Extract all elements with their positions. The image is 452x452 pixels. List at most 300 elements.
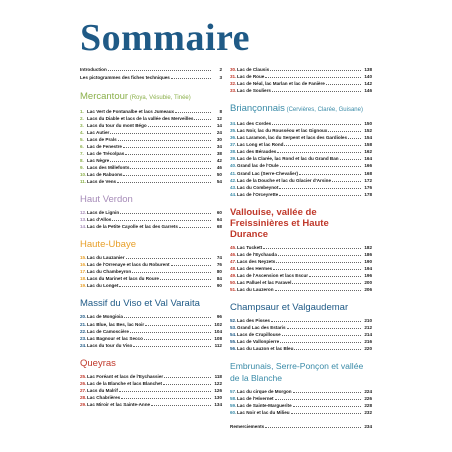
toc-entry[interactable] [80, 74, 222, 82]
entry-number: 11. [80, 179, 87, 185]
dot-leader [194, 115, 211, 120]
toc-entry[interactable] [230, 177, 372, 184]
entry-label: Lac de Sainte-Marguerite [237, 403, 292, 409]
section-title: Haut Verdon [80, 194, 133, 206]
dot-leader [118, 136, 211, 141]
entry-page: 42 [216, 157, 222, 163]
entry-page: 158 [364, 142, 372, 148]
dot-leader [284, 141, 361, 146]
dot-leader [164, 373, 211, 378]
entry-page: 226 [364, 396, 372, 402]
dot-leader [175, 108, 211, 113]
entry-page: 80 [216, 269, 222, 275]
entry-number: 1. [80, 108, 84, 114]
entry-page: 90 [216, 283, 222, 289]
entry-page: 38 [216, 150, 222, 156]
entry-number: 36. [230, 135, 237, 141]
entry-page: 118 [214, 373, 222, 379]
entry-page: 172 [364, 177, 372, 183]
entry-label: Lac Chabrières [87, 394, 121, 400]
entry-page: 232 [364, 410, 372, 416]
entry-number: 20. [80, 314, 87, 320]
toc-entry[interactable] [80, 268, 222, 275]
entry-number: 57. [230, 389, 237, 395]
entry-page: 96 [216, 314, 222, 320]
entry-label: Lac Noir et lac du Milieu [237, 410, 290, 416]
dot-leader [160, 275, 211, 280]
toc-entry[interactable] [80, 129, 222, 136]
toc-entry[interactable] [80, 143, 222, 150]
toc-section [80, 358, 222, 408]
toc-entry[interactable] [80, 223, 222, 230]
entry-number: 4. [80, 129, 84, 135]
toc-entry[interactable] [230, 395, 372, 402]
toc-entry[interactable] [80, 335, 222, 342]
entry-label: Lac Foréant et lacs de l'Eychassier [87, 373, 164, 379]
entry-page: 234 [364, 424, 372, 430]
entry-number: 32. [230, 81, 237, 87]
toc-entry[interactable] [230, 87, 372, 94]
toc-entry[interactable] [230, 80, 372, 87]
toc-entry[interactable] [80, 282, 222, 289]
toc-entry[interactable] [80, 321, 222, 328]
entry-page: 176 [364, 184, 372, 190]
toc-entry[interactable] [80, 150, 222, 157]
entry-number: 9. [80, 164, 84, 170]
toc-entry[interactable] [230, 170, 372, 177]
entry-page: 212 [364, 325, 372, 331]
section-title: Champsaur et Valgaudemar [230, 302, 349, 314]
toc-entry[interactable] [80, 313, 222, 320]
entry-label: Lac Nègre [87, 157, 110, 163]
toc-entry[interactable] [80, 171, 222, 178]
entry-page: 112 [214, 342, 222, 348]
toc-entry[interactable] [80, 136, 222, 143]
dot-leader [263, 244, 361, 249]
toc-entry[interactable] [230, 141, 372, 148]
entry-label: Lacs du tour du Viso [87, 342, 133, 348]
dot-leader [119, 387, 211, 392]
dot-leader [145, 321, 211, 326]
entry-number: 43. [230, 184, 237, 190]
dot-leader [293, 402, 361, 407]
entry-label: Grand Lac (Serre-Chevalier) [237, 170, 299, 176]
entry-page: 102 [214, 321, 222, 327]
dot-leader [265, 423, 361, 428]
toc-entry[interactable] [230, 345, 372, 352]
toc-entry[interactable] [230, 324, 372, 331]
dot-leader [133, 342, 211, 347]
entry-page: 168 [364, 170, 372, 176]
toc-entry[interactable] [80, 115, 222, 122]
entry-page: 14 [216, 122, 222, 128]
toc-entry[interactable] [80, 122, 222, 129]
dot-leader [299, 170, 361, 175]
entry-page: 190 [364, 258, 372, 264]
entry-page: 140 [364, 74, 372, 80]
toc-entry[interactable] [230, 120, 372, 127]
entry-label: Lacs du Diable et lacs de la vallée des Merveilles [87, 115, 194, 121]
entry-label: Lac de Vallonpierre [237, 339, 280, 345]
entry-number: 60. [230, 410, 237, 416]
toc-section [80, 194, 222, 230]
toc-entry[interactable] [230, 338, 372, 345]
entry-number: 59. [230, 403, 237, 409]
toc-column-left [80, 66, 222, 408]
dot-leader [272, 87, 361, 92]
toc-entry[interactable] [230, 134, 372, 141]
entry-label: Grand Lac des Estaris [237, 325, 286, 331]
toc-section [80, 298, 222, 348]
entry-page: 54 [216, 179, 222, 185]
toc-entry[interactable] [80, 254, 222, 261]
entry-number: 53. [230, 325, 237, 331]
toc-entry[interactable] [230, 258, 372, 265]
entry-page: 122 [214, 380, 222, 386]
section-heading [80, 239, 222, 250]
toc-entry[interactable] [230, 73, 372, 80]
entry-number: 15. [80, 255, 87, 261]
toc-entry[interactable] [80, 328, 222, 335]
entry-number: 55. [230, 339, 237, 345]
dot-leader [277, 148, 361, 153]
entry-page: 74 [216, 255, 222, 261]
toc-entry[interactable] [80, 178, 222, 185]
section-title: Massif du Viso et Val Varaita [80, 298, 200, 310]
entry-label: Lacs de Prals [87, 136, 117, 142]
entry-page: 162 [364, 149, 372, 155]
dot-leader [144, 335, 211, 340]
entry-page: 182 [364, 244, 372, 250]
entry-page: 142 [364, 81, 372, 87]
entry-label: Lacs du Malrif [87, 387, 118, 393]
toc-section [230, 66, 372, 94]
entry-page: 194 [364, 265, 372, 271]
toc-entry[interactable] [80, 342, 222, 349]
entry-number: 39. [230, 156, 237, 162]
section-heading [80, 91, 222, 104]
toc-entry[interactable] [230, 155, 372, 162]
dot-leader [171, 74, 211, 79]
entry-label: Lac de Mongioia [87, 314, 123, 320]
entry-number: 17. [80, 269, 87, 275]
entry-page: 68 [216, 224, 222, 230]
entry-label: Lac de Clausis [237, 67, 270, 72]
entry-label: Lac de l'Orrenaye et lacs du Roburent [87, 262, 170, 268]
toc-section [230, 302, 372, 352]
dot-leader [278, 251, 361, 256]
dot-leader [273, 265, 361, 270]
entry-page: 104 [214, 328, 222, 334]
entry-label: Lac de la Clarée, lac Rond et lac du Grand Ban [237, 156, 339, 162]
dot-leader [340, 155, 361, 160]
section-subtitle: (Cervières, Clarée, Guisane) [284, 107, 363, 114]
toc-entry[interactable] [230, 148, 372, 155]
dot-leader [151, 401, 211, 406]
dot-leader [163, 380, 211, 385]
entry-page: 186 [364, 251, 372, 257]
toc-entry[interactable] [230, 317, 372, 324]
toc-entry[interactable] [230, 191, 372, 198]
dot-leader [332, 177, 361, 182]
entry-label: Lacs des Millefonts [87, 164, 130, 170]
entry-label: Lacs de Vens [87, 179, 117, 185]
toc-entry[interactable] [230, 402, 372, 409]
toc-entry[interactable] [80, 275, 222, 282]
entry-label: Lac du Lauzanier [87, 255, 125, 261]
entry-label: Lac du Chambeyron [87, 269, 132, 275]
entry-number: 22. [80, 328, 87, 334]
entry-number: 31. [230, 74, 237, 80]
dot-leader [280, 162, 361, 167]
toc-entry[interactable] [230, 66, 372, 73]
entry-page: 220 [364, 346, 372, 352]
entry-page: 24 [216, 129, 222, 135]
entry-label: Lac de Rabuons [87, 172, 123, 178]
dot-leader [326, 80, 361, 85]
entry-number: 8. [80, 157, 84, 163]
entry-label: Lac de la Douche et lac du Glacier d'Arsine [237, 177, 332, 183]
entry-page: 138 [364, 67, 372, 72]
dot-leader [120, 209, 211, 214]
entry-page: 64 [216, 217, 222, 223]
dot-leader [279, 184, 361, 189]
dot-leader [272, 120, 361, 125]
toc-section [230, 361, 372, 416]
toc-section [230, 207, 372, 293]
entry-page: 2 [219, 67, 222, 72]
dot-leader [126, 254, 211, 259]
dot-leader [328, 127, 361, 132]
toc-entry[interactable] [230, 184, 372, 191]
entry-number: 48. [230, 265, 237, 271]
toc-entry[interactable] [230, 251, 372, 258]
section-heading [230, 103, 372, 116]
toc-entry[interactable] [80, 157, 222, 164]
section-title: Mercantour [80, 90, 129, 102]
entry-page: 214 [364, 332, 372, 338]
entry-label: Lac Noir, lac du Rousséou et lac Gignoux [237, 128, 328, 134]
entry-page: 216 [364, 339, 372, 345]
entry-label: Lac Long et lac Rond [237, 142, 284, 148]
section-title: Queyras [80, 357, 116, 369]
entry-number: 24. [80, 342, 87, 348]
dot-leader [110, 129, 211, 134]
toc-entry[interactable] [80, 216, 222, 223]
toc-entry[interactable] [230, 388, 372, 395]
dot-leader [292, 279, 361, 284]
toc-entry[interactable] [230, 279, 372, 286]
entry-number: 25. [80, 373, 87, 379]
entry-page: 164 [364, 156, 372, 162]
entry-page: 76 [216, 262, 222, 268]
entry-label: Lac du Longet [87, 283, 119, 289]
toc-section [80, 239, 222, 289]
entry-number: 51. [230, 286, 237, 292]
toc-entry[interactable] [230, 331, 372, 338]
entry-page: 34 [216, 143, 222, 149]
entry-number: 26. [80, 380, 87, 386]
toc-entry[interactable] [80, 261, 222, 268]
entry-number: 3. [80, 122, 84, 128]
entry-number: 52. [230, 318, 237, 324]
entry-page: 200 [364, 279, 372, 285]
entry-number: 56. [230, 346, 237, 352]
section-heading [80, 298, 222, 309]
dot-leader [275, 395, 361, 400]
section-heading [230, 302, 372, 313]
entry-page: 206 [364, 286, 372, 292]
toc-entry[interactable] [230, 244, 372, 251]
dot-leader [309, 272, 361, 277]
entry-label: Introduction [80, 67, 107, 72]
page-title: Sommaire [80, 17, 251, 59]
section-heading [80, 358, 222, 369]
toc-entry[interactable] [80, 387, 222, 394]
toc-entry[interactable] [230, 127, 372, 134]
entry-label: Lac Miroir et lac Sainte-Anne [87, 401, 151, 407]
entry-label: Lac de l'Ascension et lacs Escur [237, 272, 309, 278]
toc-column-right [230, 66, 372, 431]
entry-label: Lac de Souliers [237, 88, 271, 94]
entry-label: Lac Tuckett [237, 244, 263, 250]
entry-label: Lac de Trécolpas [87, 150, 125, 156]
entry-number: 10. [80, 172, 87, 178]
entry-number: 40. [230, 163, 237, 169]
entry-page: 8 [219, 108, 222, 114]
toc-section [80, 91, 222, 186]
entry-page: 152 [364, 128, 372, 134]
entry-label: Lac de l'Hivernet [237, 396, 274, 402]
dot-leader [119, 282, 211, 287]
entry-number: 27. [80, 387, 87, 393]
entry-number: 21. [80, 321, 87, 327]
entry-number: 5. [80, 136, 84, 142]
dot-leader [117, 178, 211, 183]
section-heading [230, 207, 372, 240]
toc-entry[interactable] [80, 164, 222, 171]
dot-leader [287, 324, 361, 329]
entry-page: 130 [214, 394, 222, 400]
entry-page: 150 [364, 121, 372, 127]
entry-number: 38. [230, 149, 237, 155]
entry-page: 46 [216, 164, 222, 170]
entry-page: 228 [364, 403, 372, 409]
entry-label: Lac des Cordes [237, 121, 272, 127]
dot-leader [280, 338, 361, 343]
toc-entry[interactable] [230, 286, 372, 293]
entry-page: 134 [214, 401, 222, 407]
entry-number: 7. [80, 150, 84, 156]
entry-label: Lac Palluel et lac Faravel [237, 279, 292, 285]
toc-entry[interactable] [80, 394, 222, 401]
dot-leader [171, 261, 211, 266]
toc-entry[interactable] [80, 373, 222, 380]
entry-number: 37. [230, 142, 237, 148]
entry-label: Lacs du tour du mont Bégo [87, 122, 147, 128]
entry-number: 47. [230, 258, 237, 264]
entry-label: Lac Bagnour et lac Secco [87, 335, 143, 341]
dot-leader [112, 216, 211, 221]
toc-entry[interactable] [230, 162, 372, 169]
dot-leader [123, 143, 211, 148]
entry-label: Les pictogrammes des fiches techniques [80, 74, 170, 80]
entry-label: Lac de la Blanche et lacs Blanchet [87, 380, 163, 386]
entry-number: 49. [230, 272, 237, 278]
toc-entry[interactable] [80, 66, 222, 74]
entry-label: Lac Laramon, lac du Serpent et lacs des Gardioles [237, 135, 348, 141]
entry-label: Lacs de Lignin [87, 210, 120, 216]
dot-leader [291, 409, 361, 414]
toc-entry[interactable] [80, 108, 222, 115]
dot-leader [130, 328, 211, 333]
dot-leader [132, 268, 211, 273]
entry-label: Lac des Pisses [237, 318, 270, 324]
entry-label: Remerciements [230, 424, 265, 430]
entry-number: 29. [80, 401, 87, 407]
entry-label: Lac de Fenestre [87, 143, 122, 149]
dot-leader [123, 171, 211, 176]
toc-intro [80, 66, 222, 82]
entry-number: 41. [230, 170, 237, 176]
entry-label: Grand lac de l'Oule [237, 163, 279, 169]
toc-entry[interactable] [80, 380, 222, 387]
toc-ending [230, 423, 372, 430]
section-subtitle: (Roya, Vésubie, Tinée) [128, 94, 191, 101]
toc-entry[interactable] [230, 423, 372, 430]
section-title: Haute-Ubaye [80, 239, 136, 251]
entry-page: 224 [364, 389, 372, 395]
entry-label: Lac de Néal, lac Marlan et lac de Fanière [237, 81, 325, 87]
entry-label: Lac de la Petite Cayolle et lac des Garrets [87, 224, 178, 230]
dot-leader [294, 345, 361, 350]
entry-label: Lac des Béraudes [237, 149, 277, 155]
entry-number: 30. [230, 67, 237, 72]
toc-entry[interactable] [80, 401, 222, 408]
toc-entry[interactable] [80, 209, 222, 216]
toc-entry[interactable] [230, 265, 372, 272]
entry-number: 35. [230, 128, 237, 134]
dot-leader [130, 164, 211, 169]
entry-number: 42. [230, 177, 237, 183]
entry-number: 28. [80, 394, 87, 400]
entry-number: 46. [230, 251, 237, 257]
toc-entry[interactable] [230, 272, 372, 279]
section-title: Briançonnais [230, 103, 285, 115]
dot-leader [108, 66, 211, 71]
entry-number: 45. [230, 244, 237, 250]
entry-label: Lacs des Neyzets [237, 258, 276, 264]
entry-label: Lac de l'Orceyrette [237, 191, 279, 197]
entry-page: 146 [364, 88, 372, 94]
toc-entry[interactable] [230, 409, 372, 416]
dot-leader [293, 388, 361, 393]
entry-label: Lac de l'Eychauda [237, 251, 277, 257]
entry-page: 50 [216, 172, 222, 178]
entry-number: 58. [230, 396, 237, 402]
entry-number: 19. [80, 283, 87, 289]
entry-label: Lac des Hermes [237, 265, 273, 271]
entry-label: Lacs du Marinet et lacs du Roure [87, 276, 159, 282]
entry-label: Lacs de Crupillouse [237, 332, 281, 338]
entry-label: Lac de Camoscière [87, 328, 129, 334]
entry-number: 33. [230, 88, 237, 94]
entry-label: Lac du cirque de Morgon [237, 389, 292, 395]
entry-page: 196 [364, 272, 372, 278]
toc-section [230, 103, 372, 198]
entry-label: Lac de Roue [237, 74, 265, 80]
section-title: Vallouise, vallée de Freissinières et Haute Durance [230, 206, 329, 240]
